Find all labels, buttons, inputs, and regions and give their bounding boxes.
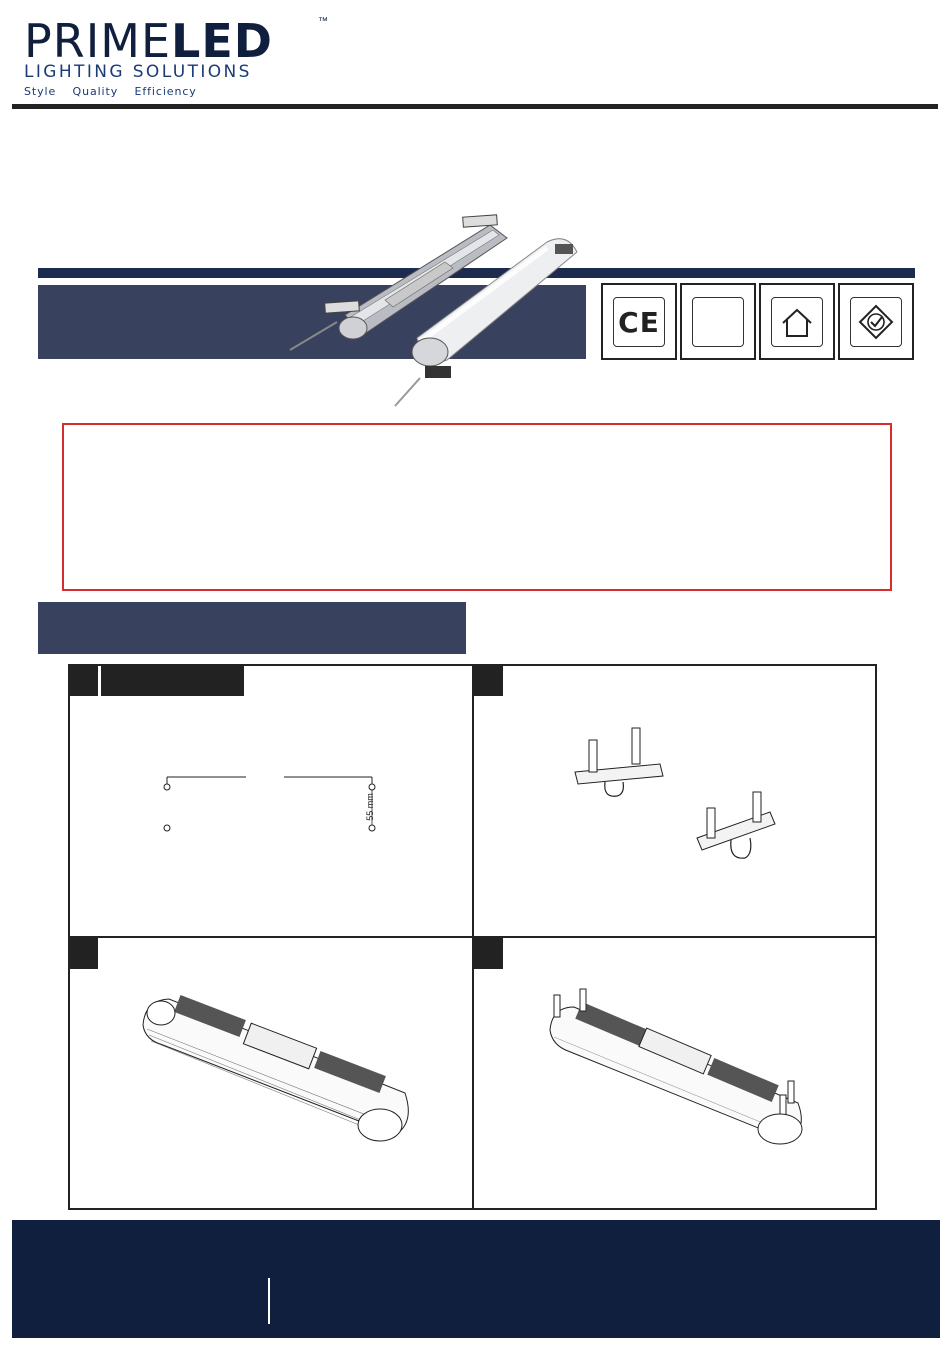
brand-tagline: Style Quality Efficiency	[24, 85, 197, 98]
bracket-2	[697, 792, 775, 858]
header-rule	[12, 104, 938, 109]
mounting-brackets-diagram	[565, 720, 785, 865]
footer-band	[12, 1220, 940, 1338]
rcm-check-icon	[850, 297, 902, 347]
dimension-label: 55 mm	[364, 793, 375, 821]
ce-cert-box	[601, 283, 677, 360]
fixture-step-4-diagram	[540, 985, 820, 1155]
blank-cert-icon	[692, 297, 744, 347]
indoor-cert-box	[759, 283, 835, 360]
step-1-tab	[68, 664, 98, 696]
blank-cert-box	[680, 283, 756, 360]
notice-box	[62, 423, 892, 591]
footer-divider	[268, 1278, 270, 1324]
ce-mark-icon: CE	[613, 297, 665, 347]
trademark-mark: ™	[318, 16, 328, 27]
product-image	[285, 210, 595, 410]
brand-logo	[24, 14, 273, 68]
installation-section-band	[38, 602, 466, 654]
rcm-cert-box	[838, 283, 914, 360]
bracket-1	[575, 728, 663, 796]
brand-name-bold: LED	[171, 14, 273, 68]
brand-name-light: PRIME	[24, 14, 172, 68]
brand-subtitle: LIGHTING SOLUTIONS	[24, 62, 252, 82]
house-icon	[771, 297, 823, 347]
step-4-tab	[473, 937, 503, 969]
drill-template-diagram	[150, 770, 400, 845]
step-3-tab	[68, 937, 98, 969]
step-1-label-tab	[101, 664, 244, 696]
closed-fixture-drawing	[395, 239, 577, 406]
fixture-step-3-diagram	[135, 985, 425, 1155]
step-2-tab	[473, 664, 503, 696]
